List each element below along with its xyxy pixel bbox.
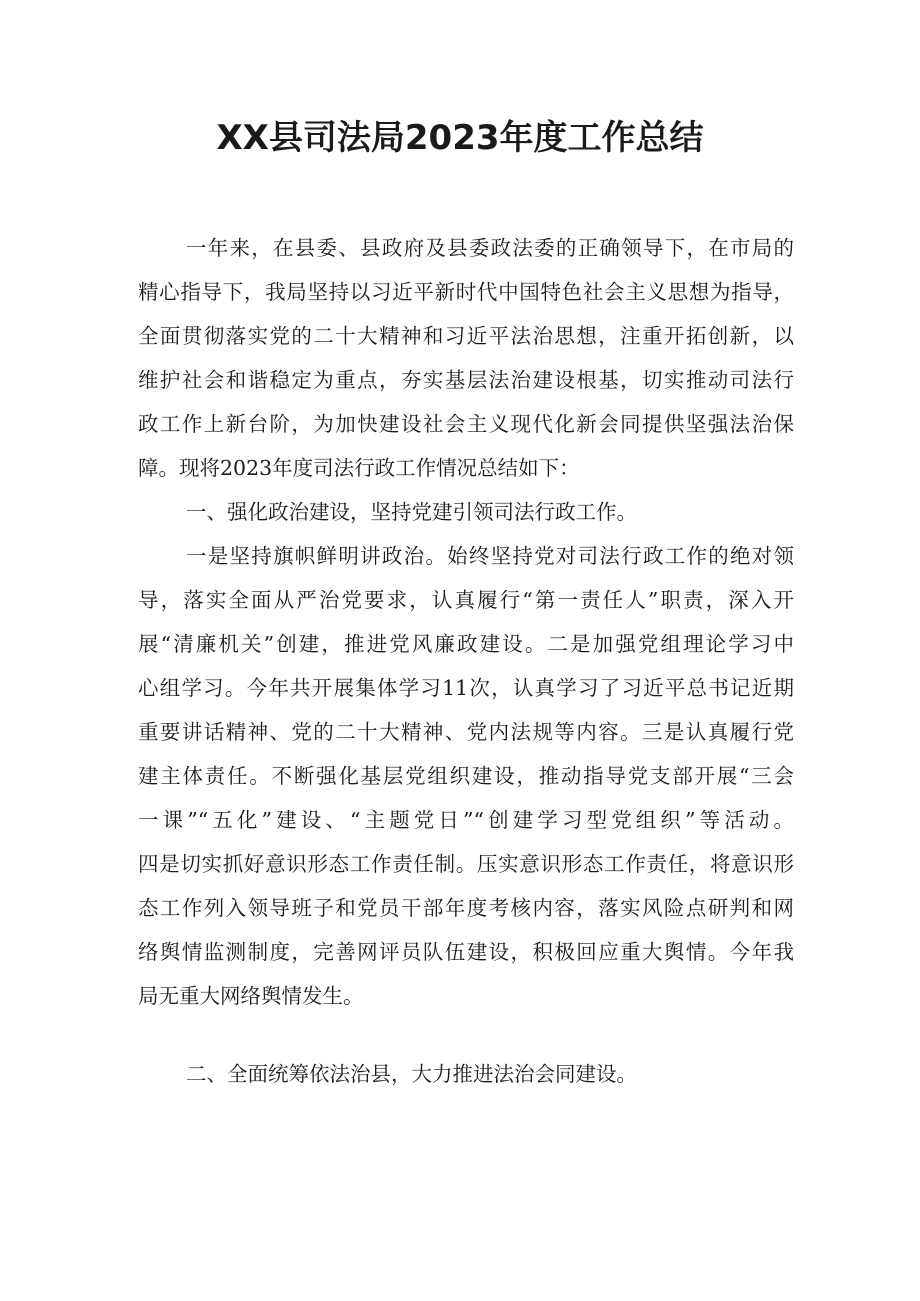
paragraph-line: 心组学习。今年共开展集体学习11次，认真学习了习近平总书记近期 (138, 676, 794, 700)
paragraph-line: 重要讲话精神、党的二十大精神、党内法规等内容。三是认真履行党 (138, 720, 794, 744)
paragraph-line: 局无重大网络舆情发生。 (138, 984, 364, 1008)
paragraph-line: 导，落实全面从严治党要求，认真履行“第一责任人”职责，深入开 (138, 588, 794, 612)
paragraph-line: 维护社会和谐稳定为重点，夯实基层法治建设根基，切实推动司法行 (138, 368, 794, 392)
paragraph-line: 络舆情监测制度，完善网评员队伍建设，积极回应重大舆情。今年我 (138, 940, 794, 964)
paragraph-line: 一年来，在县委、县政府及县委政法委的正确领导下，在市局的 (186, 236, 794, 260)
paragraph-line: 精心指导下，我局坚持以习近平新时代中国特色社会主义思想为指导， (138, 280, 794, 304)
document-title: XX县司法局2023年度工作总结 (216, 118, 704, 158)
paragraph-line: 障。现将2023年度司法行政工作情况总结如下： (138, 456, 580, 480)
paragraph-line: 全面贯彻落实党的二十大精神和习近平法治思想，注重开拓创新，以 (138, 324, 794, 348)
paragraph-line: 态工作列入领导班子和党员干部年度考核内容，落实风险点研判和网 (138, 896, 794, 920)
paragraph-line: 政工作上新台阶，为加快建设社会主义现代化新会同提供坚强法治保 (138, 412, 794, 436)
paragraph-line: 展“清廉机关”创建，推进党风廉政建设。二是加强党组理论学习中 (138, 632, 794, 656)
paragraph-line: 一是坚持旗帜鲜明讲政治。始终坚持党对司法行政工作的绝对领 (186, 544, 794, 568)
paragraph-line: 一课”“五化”建设、“主题党日”“创建学习型党组织”等活动。 (138, 808, 794, 832)
paragraph-line: 四是切实抓好意识形态工作责任制。压实意识形态工作责任，将意识形 (138, 852, 794, 876)
paragraph-line: 建主体责任。不断强化基层党组织建设，推动指导党支部开展“三会 (138, 764, 794, 788)
section-heading: 一、强化政治建设，坚持党建引领司法行政工作。 (186, 500, 637, 524)
section-heading: 二、全面统筹依法治县，大力推进法治会同建设。 (186, 1062, 637, 1086)
